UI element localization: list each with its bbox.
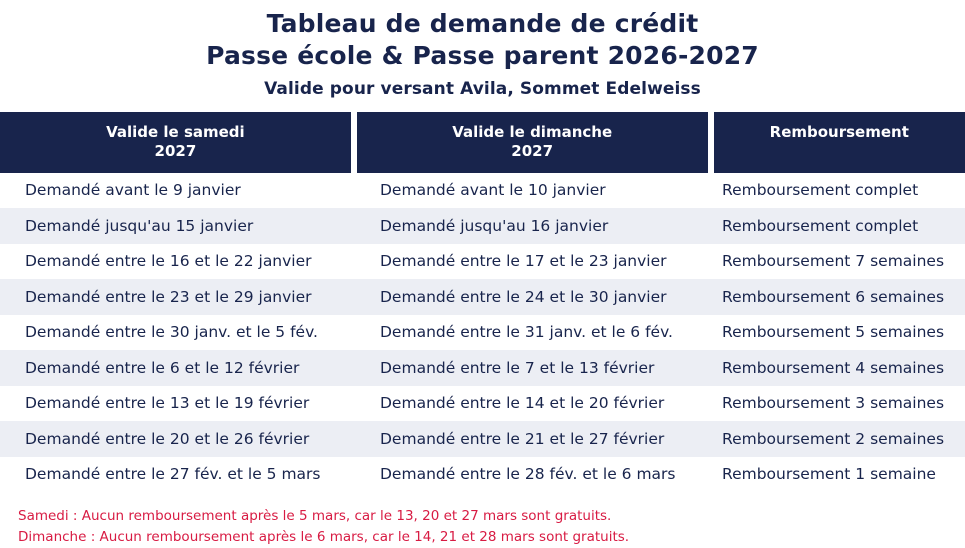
cell-sunday: Demandé entre le 7 et le 13 février (380, 358, 655, 377)
table-row (0, 457, 965, 493)
table-header-row (0, 112, 965, 173)
column-header-saturday-label: Valide le samedi (106, 123, 245, 141)
cell-refund: Remboursement 2 semaines (722, 429, 945, 448)
cell-sunday: Demandé entre le 14 et le 20 février (380, 394, 665, 413)
cell-refund: Remboursement 7 semaines (722, 252, 945, 271)
cell-refund: Remboursement 5 semaines (722, 323, 945, 342)
cell-saturday: Demandé jusqu'au 15 janvier (25, 216, 254, 235)
table-row (0, 173, 965, 209)
cell-saturday: Demandé entre le 13 et le 19 février (25, 394, 310, 413)
cell-refund: Remboursement 4 semaines (722, 358, 945, 377)
cell-saturday: Demandé entre le 6 et le 12 février (25, 358, 300, 377)
cell-refund: Remboursement 6 semaines (722, 287, 945, 306)
cell-refund: Remboursement complet (722, 216, 919, 235)
title-block (0, 0, 965, 99)
cell-sunday: Demandé entre le 31 janv. et le 6 fév. (380, 323, 673, 342)
column-header-refund-label: Remboursement (769, 123, 909, 141)
cell-sunday: Demandé entre le 21 et le 27 février (380, 429, 665, 448)
credit-refund-table (0, 112, 965, 492)
column-header-refund (714, 112, 965, 173)
table-row (0, 386, 965, 422)
table-row (0, 244, 965, 280)
table-row (0, 421, 965, 457)
column-header-saturday-year: 2027 (154, 141, 197, 160)
page-title-line-2: Passe école & Passe parent 2026-2027 (206, 41, 759, 70)
cell-sunday: Demandé entre le 17 et le 23 janvier (380, 252, 667, 271)
cell-refund: Remboursement 1 semaine (722, 465, 936, 484)
cell-sunday: Demandé entre le 24 et le 30 janvier (380, 287, 667, 306)
column-header-sunday-year: 2027 (511, 141, 554, 160)
table-row (0, 208, 965, 244)
cell-refund: Remboursement complet (722, 181, 919, 200)
cell-saturday: Demandé entre le 23 et le 29 janvier (25, 287, 312, 306)
cell-sunday: Demandé jusqu'au 16 janvier (380, 216, 609, 235)
cell-refund: Remboursement 3 semaines (722, 394, 945, 413)
column-header-saturday (0, 112, 351, 173)
cell-saturday: Demandé entre le 16 et le 22 janvier (25, 252, 312, 271)
footnote-saturday: Samedi : Aucun remboursement après le 5 mars, car le 13, 20 et 27 mars sont gratuits. (18, 508, 612, 524)
table-row (0, 315, 965, 351)
cell-saturday: Demandé entre le 30 janv. et le 5 fév. (25, 323, 318, 342)
cell-sunday: Demandé avant le 10 janvier (380, 181, 606, 200)
page-title-line-1: Tableau de demande de crédit (266, 9, 699, 38)
column-header-sunday-label: Valide le dimanche (452, 123, 613, 141)
column-header-sunday (357, 112, 708, 173)
cell-saturday: Demandé entre le 27 fév. et le 5 mars (25, 465, 321, 484)
cell-saturday: Demandé avant le 9 janvier (25, 181, 241, 200)
table-row (0, 279, 965, 315)
table-row (0, 350, 965, 386)
footnotes (0, 506, 965, 548)
cell-sunday: Demandé entre le 28 fév. et le 6 mars (380, 465, 676, 484)
page-subtitle: Valide pour versant Avila, Sommet Edelweiss (264, 79, 701, 99)
footnote-sunday: Dimanche : Aucun remboursement après le 6 mars, car le 14, 21 et 28 mars sont gratuits. (18, 528, 630, 545)
cell-saturday: Demandé entre le 20 et le 26 février (25, 429, 310, 448)
